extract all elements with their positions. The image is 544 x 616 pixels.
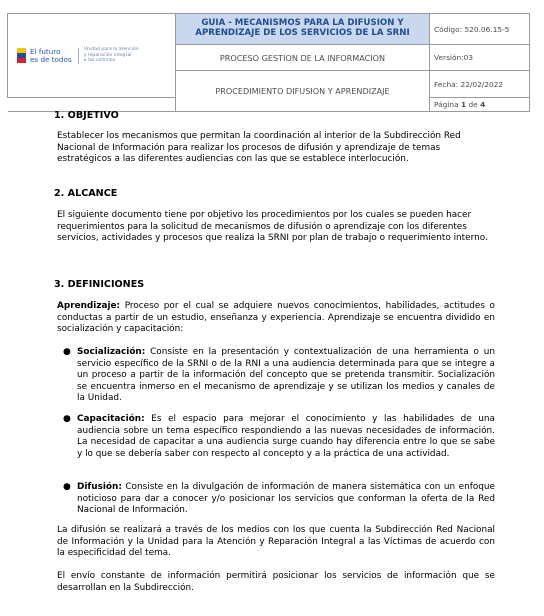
definition-aprendizaje: Aprendizaje: Proceso por el cual se adquiere nuevos conocimientos, habilidades, actitudes o conductas a partir de un estudio, enseñanza y experiencia. Aprendizaje se encuentra dividido en socialización y capacitación: <box>57 301 495 335</box>
bullet-icon: ● <box>63 414 71 424</box>
unit-text: Unidad para la atención y reparación integral a las víctimas <box>83 47 139 64</box>
document-title: GUIA - MECANISMOS PARA LA DIFUSION Y APRENDIZAJE DE LOS SERVICIOS DE LA SRNI <box>176 14 430 45</box>
objetivo-paragraph: Establecer los mecanismos que permitan la coordinación al interior de la Subdirección Red Nacional de Información para realizar los procesos de difusión y aprendizaje de temas estratégicos a las diferentes audiencias con las que se establece interlocución. <box>57 131 461 165</box>
envio-paragraph: El envío constante de información permitirá posicionar los servicios de información que se desarrollan en la Subdirección. <box>57 571 495 593</box>
difusion-paragraph: La difusión se realizará a través de los medios con los que cuenta la Subdirección Red Nacional de Información y la Unidad para la Atención y Reparación Integral a las Víctimas de acuerdo con la especificidad del tema. <box>57 525 495 559</box>
alcance-paragraph: El siguiente documento tiene por objetivo los procedimientos por los cuales se pueden hacer requerimientos para la solicitud de mecanismos de difusión o aprendizaje con los diferentes servicios, actividades y procesos que realiza la SRNI por plan de trabajo o requerimiento interno. <box>57 210 488 244</box>
bullet-icon: ● <box>63 482 71 492</box>
logo <box>8 47 175 63</box>
section-heading-objetivo: 1. OBJETIVO <box>54 110 119 121</box>
document-version: Versión:03 <box>430 45 530 71</box>
procedure-name: PROCEDIMIENTO DIFUSION Y APRENDIZAJE <box>176 71 430 112</box>
document-header <box>7 13 530 112</box>
definition-difusion: ● Difusión: Consiste en la divulgación de información de manera sistemática con un enfoque noticioso para dar a conocer y/o posicionar los servicios que conforman la oferta de la Red Nacional de Información. <box>63 482 495 516</box>
document-code: Código: 520.06.15-5 <box>430 14 530 45</box>
bullet-icon: ● <box>63 347 71 357</box>
colombia-flag-icon <box>17 48 26 64</box>
definition-capacitacion: ● Capacitación: Es el espacio para mejorar el conocimiento y las habilidades de una audiencia sobre un tema específico respondiendo a las nuevas necesidades de información. La necesidad de capacitar a una audiencia surge cuando hay diferencia entre lo que se sabe y lo que se debería saber con respecto al concepto y a la práctica de una actividad. <box>63 414 495 459</box>
brand-text: El futuro es de todos <box>30 48 79 64</box>
document-date: Fecha: 22/02/2022 <box>430 71 530 98</box>
page-indicator: Página 1 de 4 <box>430 98 530 112</box>
section-heading-definiciones: 3. DEFINICIONES <box>54 279 145 290</box>
process-name: PROCESO GESTION DE LA INFORMACION <box>176 45 430 71</box>
logo-cell <box>8 14 176 98</box>
section-heading-alcance: 2. ALCANCE <box>54 188 118 199</box>
definition-socializacion: ● Socialización: Consiste en la presentación y contextualización de una herramienta o un servicio específico de la SRNI o de la RNI a una audiencia determinada para que se integre a un proceso a partir de la información del concepto que se pretenda transmitir. Socialización se encuentra inmerso en el mecanismo de aprendizaje y se utilizan los medios y canales de la Unidad. <box>63 347 495 404</box>
